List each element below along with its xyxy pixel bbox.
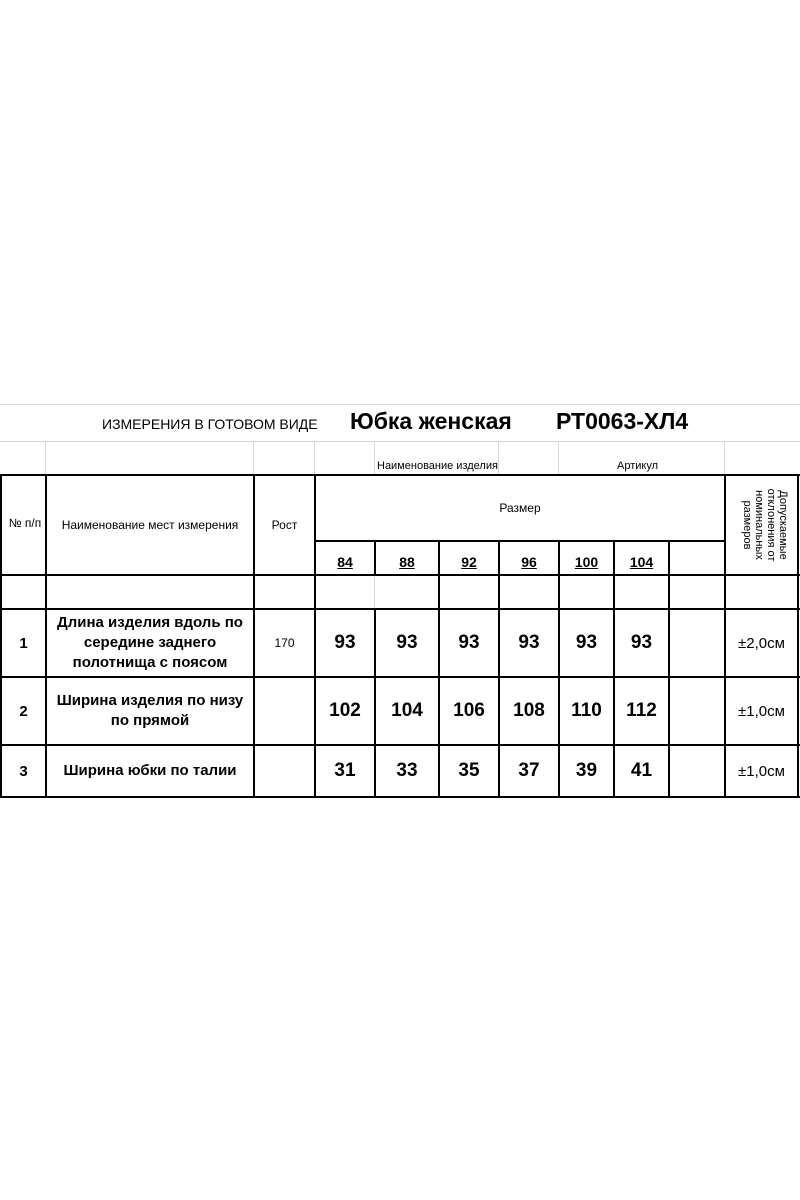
size-label: 84 (337, 554, 353, 570)
row-number: 1 (19, 634, 28, 652)
height-value (255, 678, 314, 744)
table-border (0, 796, 800, 798)
grid-line (374, 441, 375, 475)
column-header-height: Рост (271, 518, 298, 532)
column-header-name: Наименование мест измерения (61, 518, 239, 532)
measurement-name: Длина изделия вдоль по середине заднего полотнища с поясом (57, 614, 243, 671)
grid-line (558, 441, 559, 475)
size-value: 110 (571, 700, 602, 721)
size-value: 39 (575, 760, 598, 781)
size-label: 92 (461, 554, 477, 570)
size-value: 33 (396, 760, 418, 781)
grid-line (724, 441, 725, 475)
size-value: 112 (626, 700, 657, 721)
column-header-num: № п/п (8, 516, 42, 530)
product-name-caption: Наименование изделия (377, 460, 498, 472)
row-number: 3 (19, 762, 28, 780)
height-value (255, 746, 314, 796)
size-value: 102 (329, 700, 361, 721)
size-value: 41 (630, 760, 653, 781)
row-number: 2 (19, 702, 28, 720)
table-border (797, 474, 799, 798)
size-label: 104 (629, 554, 654, 570)
size-value: 93 (518, 632, 540, 653)
size-value: 93 (458, 632, 480, 653)
table-border (668, 540, 670, 798)
tolerance-value: ±1,0см (738, 702, 785, 720)
measurement-name: Ширина изделия по низу по прямой (56, 692, 244, 729)
grid-line (0, 404, 800, 405)
table-border (0, 574, 800, 576)
size-label: 88 (399, 554, 415, 570)
product-name: Юбка женская (350, 408, 512, 434)
column-header-tolerance: Допускаемые отклонения от номинальных размеров (741, 488, 789, 562)
size-value: 93 (334, 632, 356, 653)
size-value: 35 (458, 760, 480, 781)
size-value: 93 (396, 632, 418, 653)
size-value: 108 (513, 700, 545, 721)
measurements-label: ИЗМЕРЕНИЯ В ГОТОВОМ ВИДЕ (102, 416, 318, 432)
size-value: 106 (453, 700, 485, 721)
size-label: 100 (574, 554, 599, 570)
grid-line (253, 441, 254, 475)
grid-line (374, 575, 375, 609)
size-value: 37 (518, 760, 540, 781)
column-header-size: Размер (499, 501, 541, 515)
tolerance-value: ±1,0см (738, 762, 785, 780)
height-value: 170 (274, 636, 295, 650)
size-label: 96 (521, 554, 537, 570)
size-value: 104 (391, 700, 423, 721)
grid-line (45, 441, 46, 475)
grid-line (0, 441, 800, 442)
size-value: 31 (334, 760, 356, 781)
measurement-name: Ширина юбки по талии (63, 762, 237, 779)
grid-line (498, 441, 499, 475)
article-number: РТ0063-ХЛ4 (556, 408, 689, 434)
size-value: 93 (575, 632, 598, 653)
tolerance-value: ±2,0см (738, 634, 785, 652)
size-value: 93 (630, 632, 653, 653)
article-caption: Артикул (617, 460, 659, 472)
grid-line (314, 441, 315, 475)
